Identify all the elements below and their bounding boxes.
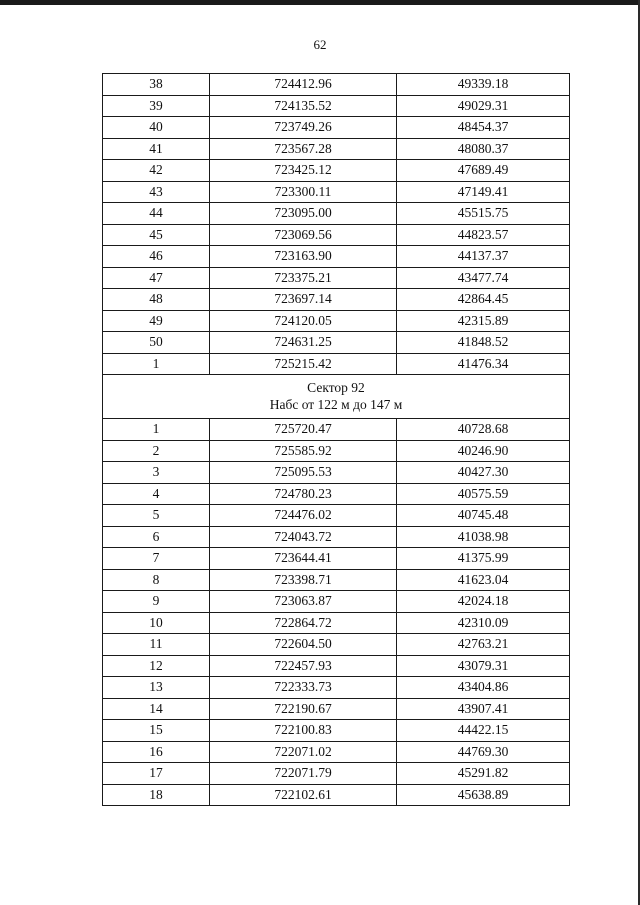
sector-header-section [103, 375, 570, 419]
y-coordinate-cell: 42024.18 [397, 591, 570, 613]
x-coordinate-cell: 723749.26 [210, 117, 397, 139]
point-number-cell: 11 [103, 634, 210, 656]
x-coordinate-cell: 724135.52 [210, 95, 397, 117]
table-row [103, 310, 570, 332]
y-coordinate-cell: 44137.37 [397, 246, 570, 268]
y-coordinate-cell: 40427.30 [397, 462, 570, 484]
sector-title: Сектор 92 [307, 380, 365, 395]
x-coordinate-cell: 724631.25 [210, 332, 397, 354]
y-coordinate-cell: 42763.21 [397, 634, 570, 656]
y-coordinate-cell: 48080.37 [397, 138, 570, 160]
point-number-cell: 41 [103, 138, 210, 160]
x-coordinate-cell: 724412.96 [210, 74, 397, 96]
y-coordinate-cell: 45638.89 [397, 784, 570, 806]
x-coordinate-cell: 723567.28 [210, 138, 397, 160]
table-row [103, 763, 570, 785]
sector-header-cell [103, 375, 570, 419]
x-coordinate-cell: 723697.14 [210, 289, 397, 311]
x-coordinate-cell: 722333.73 [210, 677, 397, 699]
y-coordinate-cell: 40745.48 [397, 505, 570, 527]
table-row [103, 784, 570, 806]
point-number-cell: 1 [103, 419, 210, 441]
point-number-cell: 3 [103, 462, 210, 484]
point-number-cell: 12 [103, 655, 210, 677]
y-coordinate-cell: 48454.37 [397, 117, 570, 139]
y-coordinate-cell: 47149.41 [397, 181, 570, 203]
y-coordinate-cell: 40728.68 [397, 419, 570, 441]
table-row [103, 160, 570, 182]
x-coordinate-cell: 725720.47 [210, 419, 397, 441]
point-number-cell: 1 [103, 353, 210, 375]
table-section-sector-92 [103, 419, 570, 806]
table-row [103, 117, 570, 139]
x-coordinate-cell: 723300.11 [210, 181, 397, 203]
point-number-cell: 16 [103, 741, 210, 763]
x-coordinate-cell: 722100.83 [210, 720, 397, 742]
y-coordinate-cell: 40246.90 [397, 440, 570, 462]
table-row [103, 246, 570, 268]
table-row [103, 741, 570, 763]
sector-subtitle: Набс от 122 м до 147 м [269, 397, 403, 412]
point-number-cell: 38 [103, 74, 210, 96]
point-number-cell: 15 [103, 720, 210, 742]
x-coordinate-cell: 723398.71 [210, 569, 397, 591]
x-coordinate-cell: 725585.92 [210, 440, 397, 462]
y-coordinate-cell: 49029.31 [397, 95, 570, 117]
point-number-cell: 50 [103, 332, 210, 354]
table-row [103, 440, 570, 462]
point-number-cell: 8 [103, 569, 210, 591]
point-number-cell: 14 [103, 698, 210, 720]
table-row [103, 224, 570, 246]
table-row [103, 462, 570, 484]
y-coordinate-cell: 41375.99 [397, 548, 570, 570]
table-row [103, 591, 570, 613]
table-section-continued [103, 74, 570, 375]
x-coordinate-cell: 722102.61 [210, 784, 397, 806]
y-coordinate-cell: 41623.04 [397, 569, 570, 591]
x-coordinate-cell: 722071.79 [210, 763, 397, 785]
x-coordinate-cell: 723375.21 [210, 267, 397, 289]
point-number-cell: 4 [103, 483, 210, 505]
point-number-cell: 18 [103, 784, 210, 806]
point-number-cell: 42 [103, 160, 210, 182]
x-coordinate-cell: 724780.23 [210, 483, 397, 505]
table-row [103, 548, 570, 570]
y-coordinate-cell: 42864.45 [397, 289, 570, 311]
table-row [103, 720, 570, 742]
table-row [103, 203, 570, 225]
table-row [103, 95, 570, 117]
x-coordinate-cell: 723069.56 [210, 224, 397, 246]
point-number-cell: 47 [103, 267, 210, 289]
table-row [103, 569, 570, 591]
point-number-cell: 39 [103, 95, 210, 117]
y-coordinate-cell: 44823.57 [397, 224, 570, 246]
x-coordinate-cell: 724120.05 [210, 310, 397, 332]
point-number-cell: 46 [103, 246, 210, 268]
page-number: 62 [313, 37, 327, 52]
point-number-cell: 2 [103, 440, 210, 462]
y-coordinate-cell: 45291.82 [397, 763, 570, 785]
y-coordinate-cell: 41038.98 [397, 526, 570, 548]
sector-header-row [103, 375, 570, 419]
point-number-cell: 7 [103, 548, 210, 570]
point-number-cell: 6 [103, 526, 210, 548]
y-coordinate-cell: 41848.52 [397, 332, 570, 354]
table-row [103, 526, 570, 548]
y-coordinate-cell: 43404.86 [397, 677, 570, 699]
table-row [103, 74, 570, 96]
x-coordinate-cell: 724476.02 [210, 505, 397, 527]
x-coordinate-cell: 724043.72 [210, 526, 397, 548]
y-coordinate-cell: 43907.41 [397, 698, 570, 720]
point-number-cell: 9 [103, 591, 210, 613]
point-number-cell: 45 [103, 224, 210, 246]
y-coordinate-cell: 45515.75 [397, 203, 570, 225]
x-coordinate-cell: 722190.67 [210, 698, 397, 720]
table-row [103, 289, 570, 311]
table-row [103, 419, 570, 441]
point-number-cell: 40 [103, 117, 210, 139]
x-coordinate-cell: 723425.12 [210, 160, 397, 182]
y-coordinate-cell: 42315.89 [397, 310, 570, 332]
point-number-cell: 44 [103, 203, 210, 225]
table-row [103, 655, 570, 677]
y-coordinate-cell: 42310.09 [397, 612, 570, 634]
x-coordinate-cell: 722457.93 [210, 655, 397, 677]
y-coordinate-cell: 43079.31 [397, 655, 570, 677]
table-row [103, 634, 570, 656]
x-coordinate-cell: 723095.00 [210, 203, 397, 225]
point-number-cell: 10 [103, 612, 210, 634]
table-row [103, 505, 570, 527]
point-number-cell: 49 [103, 310, 210, 332]
x-coordinate-cell: 722604.50 [210, 634, 397, 656]
x-coordinate-cell: 725215.42 [210, 353, 397, 375]
y-coordinate-cell: 44769.30 [397, 741, 570, 763]
table-row [103, 353, 570, 375]
point-number-cell: 48 [103, 289, 210, 311]
point-number-cell: 43 [103, 181, 210, 203]
y-coordinate-cell: 47689.49 [397, 160, 570, 182]
x-coordinate-cell: 722864.72 [210, 612, 397, 634]
table-row [103, 677, 570, 699]
table-row [103, 267, 570, 289]
coordinates-table [102, 73, 570, 806]
x-coordinate-cell: 722071.02 [210, 741, 397, 763]
y-coordinate-cell: 41476.34 [397, 353, 570, 375]
x-coordinate-cell: 723644.41 [210, 548, 397, 570]
x-coordinate-cell: 723063.87 [210, 591, 397, 613]
table-row [103, 332, 570, 354]
x-coordinate-cell: 725095.53 [210, 462, 397, 484]
y-coordinate-cell: 49339.18 [397, 74, 570, 96]
point-number-cell: 5 [103, 505, 210, 527]
table-row [103, 698, 570, 720]
table-row [103, 612, 570, 634]
table-row [103, 483, 570, 505]
x-coordinate-cell: 723163.90 [210, 246, 397, 268]
table-row [103, 138, 570, 160]
point-number-cell: 17 [103, 763, 210, 785]
y-coordinate-cell: 44422.15 [397, 720, 570, 742]
scan-top-edge [0, 0, 640, 5]
table-row [103, 181, 570, 203]
y-coordinate-cell: 43477.74 [397, 267, 570, 289]
y-coordinate-cell: 40575.59 [397, 483, 570, 505]
point-number-cell: 13 [103, 677, 210, 699]
